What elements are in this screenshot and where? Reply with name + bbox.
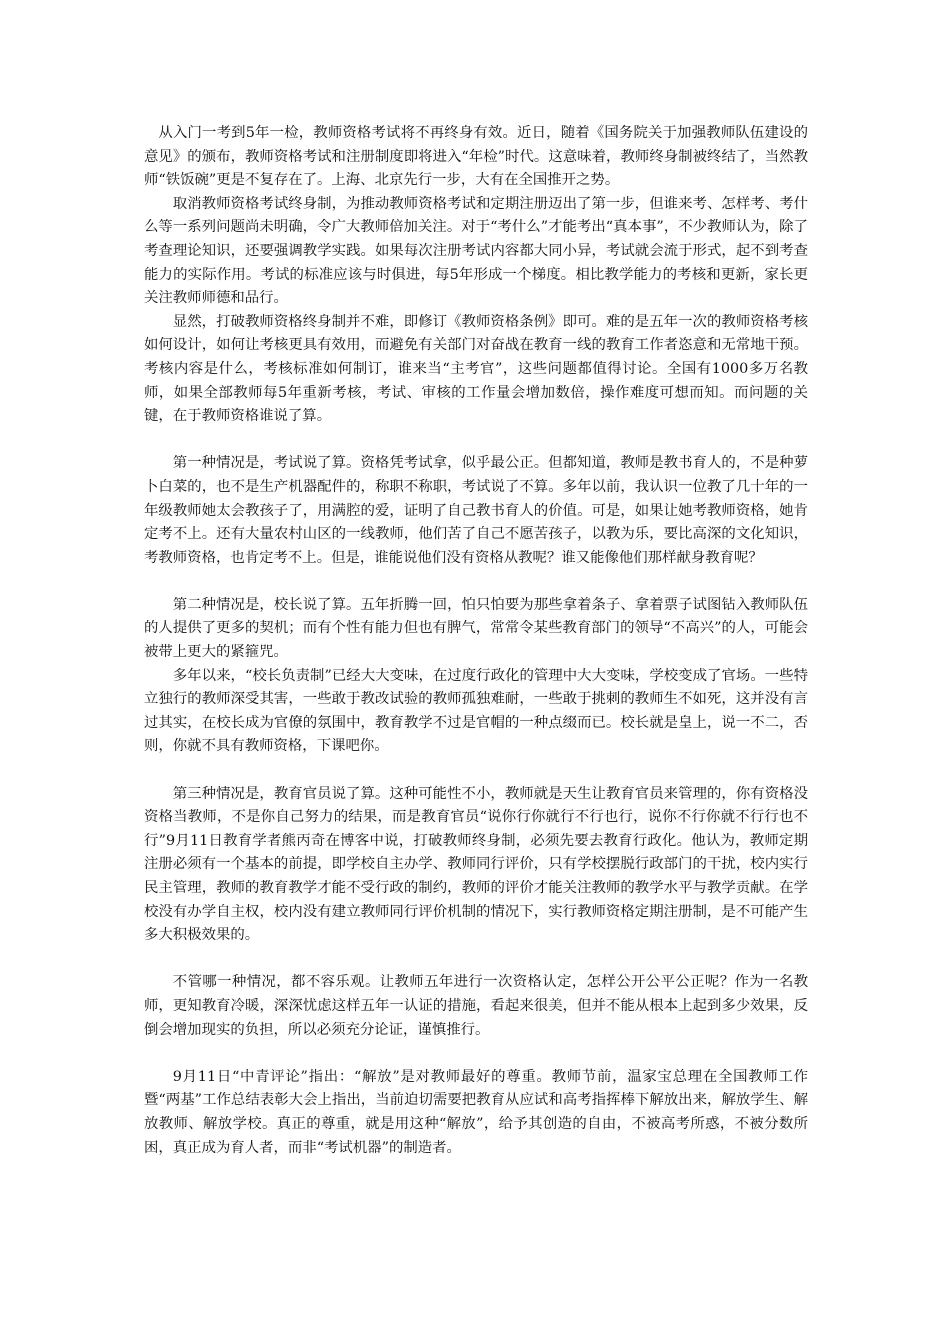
paragraph: 显然，打破教师资格终身制并不难，即修订《教师资格条例》即可。难的是五年一次的教师资格考核如何设计，如何让考核更具有效用，而避免有关部门对奋战在教育一线的教育工作者恣意和无常地干预。考核内容是什么，考核标准如何制订，谁来当“主考官”，这些问题都值得讨论。全国有1000多万名教师，如果全部教师每5年重新考核，考试、审核的工作量会增加数倍，操作难度可想而知。而问题的关键，在于教师资格谁说了算。 (144, 313, 808, 425)
paragraph: 第一种情况是，考试说了算。资格凭考试拿，似乎最公正。但都知道，教师是教书育人的，不是种萝卜白菜的，也不是生产机器配件的，称职不称职，考试说了不算。多年以前，我认识一位教了几十年的一年级教师她太会教孩子了，用满腔的爱，证明了自己教书育人的价值。可是，如果让她考教师资格，她肯定考不上。还有大量农村山区的一线教师，他们苦了自己不愿苦孩子，以教为乐，要比高深的文化知识，考教师资格，也肯定考不上。但是，谁能说他们没有资格从教呢？谁又能像他们那样献身教育呢？ (144, 455, 808, 566)
paragraph: 第二种情况是，校长说了算。五年折腾一回，怕只怕要为那些拿着条子、拿着票子试图钻入教师队伍的人提供了更多的契机；而有个性有能力但也有脾气，常常令某些教育部门的领导“不高兴”的人，可能会被带上更大的紧箍咒。 (144, 596, 808, 661)
paragraph: 取消教师资格考试终身制，为推动教师资格考试和定期注册迈出了第一步，但谁来考、怎样考、考什么等一系列问题尚未明确，令广大教师倍加关注。对于“考什么”才能考出“真本事”，不少教师认为，除了考查理论知识，还要强调教学实践。如果每次注册考试内容都大同小异，考试就会流于形式，起不到考查能力的实际作用。考试的标准应该与时俱进，每5年形成一个梯度。相比教学能力的考核和更新，家长更关注教师师德和品行。 (144, 195, 808, 307)
paragraph: 多年以来，“校长负责制”已经大大变味，在过度行政化的管理中大大变味，学校变成了官场。一些特立独行的教师深受其害，一些敢于教改试验的教师孤独难耐，一些敢于挑刺的教师生不如死，这并没有言过其实，在校长成为官僚的氛围中，教育教学不过是官帽的一种点缀而已。校长就是皇上，说一不二，否则，你就不具有教师资格，下课吧你。 (144, 667, 808, 755)
document-body (144, 122, 808, 1160)
paragraph: 9月11日“中青评论”指出：“解放”是对教师最好的尊重。教师节前，温家宝总理在全国教师工作暨“两基”工作总结表彰大会上指出，当前迫切需要把教育从应试和高考指挥棒下解放出来，解放学生、解放教师、解放学校。真正的尊重，就是用这种“解放”，给予其创造的自由，不被高考所惑，不被分数所困，真正成为育人者，而非“考试机器”的制造者。 (144, 1068, 808, 1156)
paragraph: 第三种情况是，教育官员说了算。这种可能性不小，教师就是天生让教育官员来管理的，你有资格没资格当教师，不是你自己努力的结果，而是教育官员“说你行你就行不行也行，说你不行你就不行行也不行”9月11日教育学者熊丙奇在博客中说，打破教师终身制，必须先要去教育行政化。他认为，教师定期注册必须有一个基本的前提，即学校自主办学、教师同行评价，只有学校摆脱行政部门的干扰，校内实行民主管理，教师的教育教学才能不受行政的制约，教师的评价才能关注教师的教学水平与教学贡献。在学校没有办学自主权，校内没有建立教师同行评价机制的情况下，实行教师资格定期注册制，是不可能产生多大积极效果的。 (144, 785, 808, 944)
paragraph: 不管哪一种情况，都不容乐观。让教师五年进行一次资格认定，怎样公开公平公正呢？作为一名教师，更知教育冷暖，深深忧虑这样五年一认证的措施，看起来很美，但并不能从根本上起到多少效果，反倒会增加现实的负担，所以必须充分论证，谨慎推行。 (144, 974, 808, 1038)
paragraph: 从入门一考到5年一检，教师资格考试将不再终身有效。近日，随着《国务院关于加强教师队伍建设的意见》的颁布，教师资格考试和注册制度即将进入“年检”时代。这意味着，教师终身制被终结了，当然教师“铁饭碗”更是不复存在了。上海、北京先行一步，大有在全国推开之势。 (144, 125, 808, 189)
